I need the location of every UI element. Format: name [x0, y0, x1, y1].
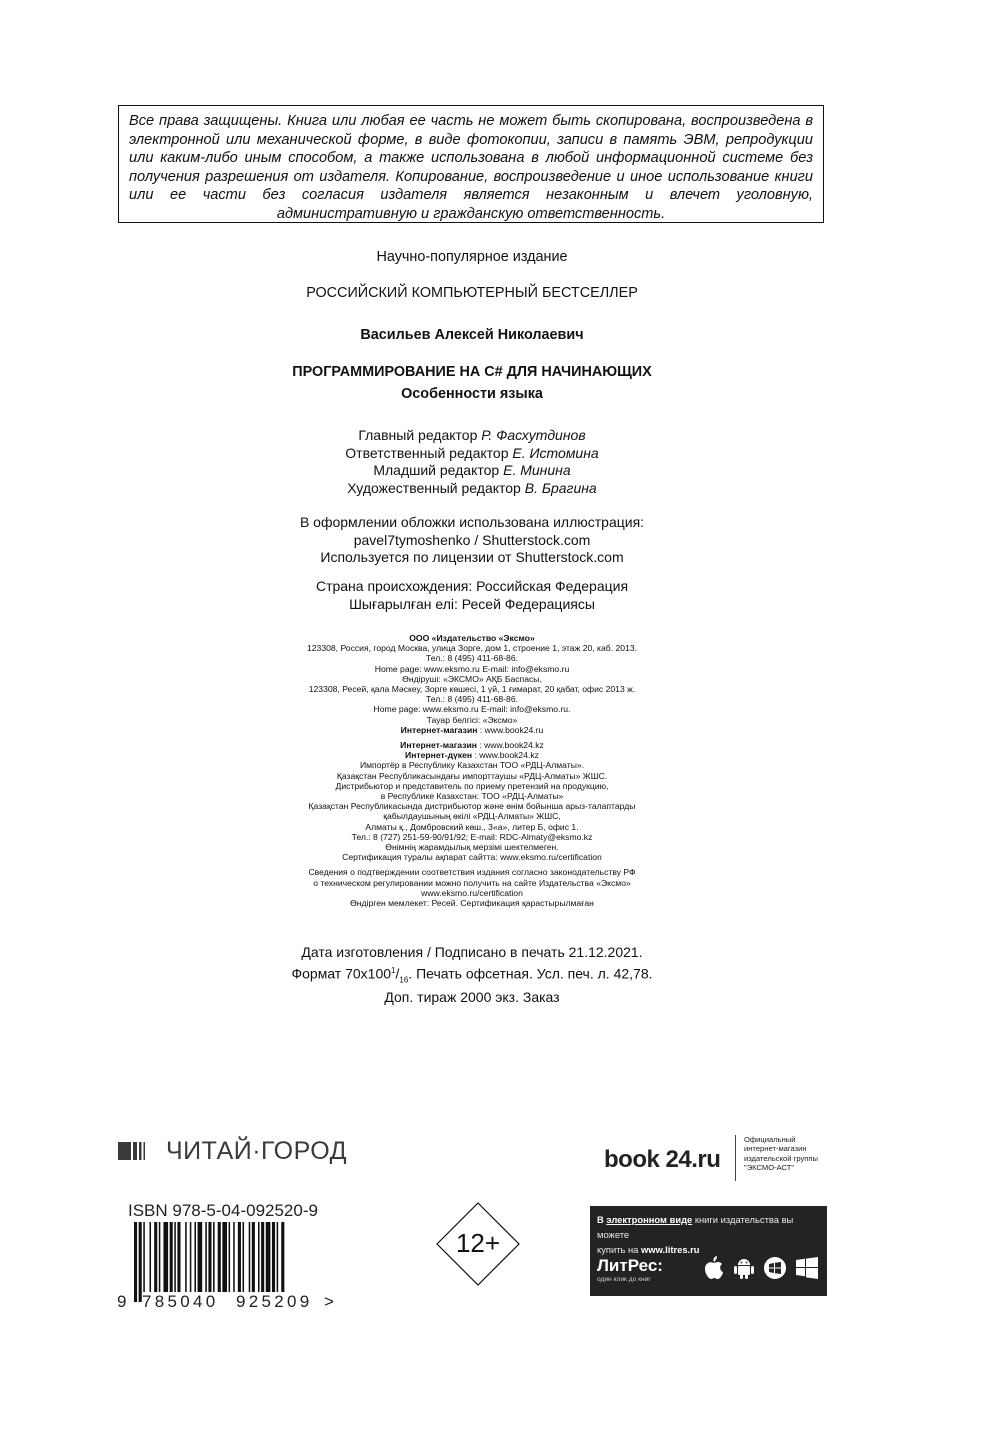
barcode-digits-right: 925209: [236, 1292, 313, 1311]
barcode-bar: [170, 1222, 173, 1292]
publisher-block: [0, 633, 944, 908]
barcode-bar: [139, 1222, 142, 1302]
author-name: Васильев Алексей Николаевич: [360, 327, 584, 343]
editors-list: [0, 427, 944, 497]
publisher-line: Тел.: 8 (495) 411-68-86.: [426, 694, 518, 705]
book24-note-line: интернет-магазин: [744, 1144, 807, 1154]
shop-kz: Интернет-магазин : www.book24.kz: [400, 740, 544, 751]
book-title: ПРОГРАММИРОВАНИЕ НА C# ДЛЯ НАЧИНАЮЩИХ: [292, 364, 652, 380]
print-info: [0, 944, 944, 1006]
litres-brand: ЛитРес:: [597, 1256, 663, 1275]
barcode-bar: [213, 1222, 215, 1292]
barcode-bar: [243, 1222, 245, 1292]
barcode-bar: [261, 1222, 264, 1292]
barcode-bar: [190, 1222, 192, 1292]
print-format-line: Формат $70x100^1/_{16}$. Печать офсетная. Усл. печ. л. 42,78.: [291, 965, 653, 985]
barcode-digit-first: 9: [117, 1292, 127, 1311]
publisher-line: 123308, Россия, город Москва, улица Зорге, дом 1, строение 1, этаж 20, каб. 2013.: [307, 643, 637, 654]
barcode-bar: [185, 1222, 187, 1292]
shop-kz-2: Интернет-дүкен : www.book24.kz: [405, 750, 539, 761]
shop-ru: Интернет-магазин : www.book24.ru: [400, 724, 544, 735]
litres-text: В электронном виде книги издательства вы можете купить на www.litres.ru: [597, 1214, 794, 1255]
barcode-bar: [143, 1222, 145, 1292]
barcode-bar: [134, 1222, 137, 1302]
publisher-line: Тауар белгісі: «Эксмо»: [426, 714, 518, 725]
cert-line: Сведения о подтверждении соответствия издания согласно законодательству РФ: [308, 867, 636, 878]
editor-line: Художественный редактор В. Брагина: [347, 479, 597, 496]
barcode: [117, 1222, 336, 1312]
kz-line: Қазақстан Республикасында дистрибьютор және өнім бойынша арыз-талаптарды: [308, 801, 636, 812]
barcode-bar: [194, 1222, 196, 1292]
print-date-line: Дата изготовления / Подписано в печать 21.12.2021.: [301, 944, 643, 960]
barcode-bar: [252, 1222, 255, 1292]
barcode-bar: [150, 1222, 152, 1292]
chitai-gorod-logo: [118, 1136, 347, 1166]
barcode-bar: [208, 1222, 211, 1292]
kz-line: в Республике Казахстан: ТОО «РДЦ-Алматы»: [380, 791, 564, 802]
barcode-bar: [174, 1222, 176, 1292]
age-rating-badge: [436, 1202, 520, 1286]
barcode-bar: [177, 1222, 180, 1292]
barcode-bar: [159, 1222, 161, 1292]
barcode-bar: [238, 1222, 241, 1292]
rights-notice-text: Все права защищены. Книга или любая ее часть не может быть скопирована, воспроизведена в электронной или механической форме, в виде фотокопии, записи в память ЭВМ, репродукции или каким-либо иным способом, а также использована в любой информационной системе без получения разрешения от издателя. Копирование, воспроизведение и иное использование книги или ее части без согласия издателя является незаконным и влечет уголовную, административную и гражданскую ответственность.: [129, 113, 813, 222]
chitai-gorod-text: ЧИТАЙ·ГОРОД: [166, 1136, 348, 1165]
kz-line: Сертификация туралы ақпарат сайтта: www.eksmo.ru/certification: [342, 852, 602, 863]
cert-line: Өндірген мемлекет: Ресей. Сертификация қарастырылмаған: [350, 898, 594, 909]
editor-line: Ответственный редактор Е. Истомина: [345, 444, 599, 461]
publisher-name: ООО «Издательство «Эксмо»: [409, 633, 535, 643]
cert-line: о техническом регулировании можно получить на сайте Издательства «Эксмо»: [313, 877, 631, 888]
book24-note-line: Официальный: [744, 1135, 796, 1144]
book24-note-line: "ЭКСМО-АСТ": [744, 1163, 795, 1173]
series-name: РОССИЙСКИЙ КОМПЬЮТЕРНЫЙ БЕСТСЕЛЛЕР: [306, 285, 638, 301]
barcode-bar: [272, 1222, 275, 1292]
edition-type: Научно-популярное издание: [376, 249, 568, 265]
kz-line: Тел.: 8 (727) 251-59-90/91/92; E-mail: RDC-Almaty@eksmo.kz: [351, 831, 593, 842]
kz-line: қабылдаушының өкілі «РДЦ-Алматы» ЖШС,: [383, 811, 561, 822]
barcode-bar: [229, 1222, 231, 1292]
cover-credit-line: В оформлении обложки использована иллюстрация:: [299, 514, 645, 530]
origin-line: Шығарылған елі: Ресей Федерациясы: [349, 595, 595, 612]
barcode-bar: [281, 1222, 284, 1292]
litres-slogan: один клик до книг: [597, 1276, 651, 1283]
print-run-line: Доп. тираж 2000 экз. Заказ: [384, 988, 560, 1005]
windows-phone-icon: [763, 1256, 787, 1280]
barcode-bar: [163, 1222, 168, 1292]
android-icon: [733, 1256, 755, 1280]
barcode-bar: [233, 1222, 235, 1292]
litres-banner: [590, 1206, 827, 1296]
publisher-line: Өндіруші: «ЭКСМО» АҚБ Баспасы,: [402, 673, 542, 684]
barcode-bar: [222, 1222, 227, 1292]
book24-note-line: издательской группы: [744, 1153, 818, 1163]
origin-block: [0, 578, 944, 613]
publisher-line: Home page: www.eksmo.ru E-mail: info@eksmo.ru.: [373, 704, 571, 715]
rights-notice-box: [118, 105, 824, 223]
barcode-bar: [154, 1222, 157, 1292]
platform-icons: [703, 1256, 819, 1280]
book24-logo: book 24.ru: [604, 1146, 721, 1173]
chitai-gorod-mark-icon: [118, 1140, 160, 1162]
barcode-digits-left: 785040: [142, 1292, 219, 1311]
kz-line: Алматы қ., Домбровский көш., 3«а», литер Б, офис 1.: [365, 821, 579, 832]
editor-line: Младший редактор Е. Минина: [373, 462, 571, 479]
apple-icon: [703, 1256, 725, 1280]
barcode-bar: [258, 1222, 260, 1292]
cover-credit-line: pavel7tymoshenko / Shutterstock.com: [353, 531, 591, 548]
kz-line: Өнімнің жарамдылық мерзімі шектелмеген.: [385, 842, 559, 853]
book24-note: [735, 1135, 818, 1181]
barcode-bar: [249, 1222, 251, 1292]
publisher-line: Home page: www.eksmo.ru E-mail: info@eksmo.ru: [374, 663, 570, 674]
book-subtitle: Особенности языка: [401, 386, 543, 402]
kz-line: Дистрибьютор и представитель по приему претензий на продукцию,: [335, 780, 609, 791]
kz-line: Қазақстан Республикасындағы импорттаушы «РДЦ-Алматы» ЖШС.: [336, 770, 608, 781]
kz-line: Импортёр в Республику Казахстан ТОО «РДЦ-Алматы».: [359, 760, 585, 771]
origin-line: Страна происхождения: Российская Федерация: [315, 578, 629, 594]
cover-credit-line: Используется по лицензии от Shutterstock.com: [320, 549, 624, 566]
publisher-line: Тел.: 8 (495) 411-68-86.: [426, 653, 518, 664]
barcode-bar: [205, 1222, 207, 1292]
publisher-line: 123308, Ресей, қала Мәскеу, Зорге көшесі, 1 үй, 1 ғимарат, 20 қабат, офис 2013 ж.: [308, 684, 636, 695]
cert-line: www.eksmo.ru/certification: [421, 887, 523, 898]
barcode-bar: [277, 1222, 279, 1292]
barcode-bar: [266, 1222, 271, 1292]
barcode-bar: [218, 1222, 221, 1292]
editor-line: Главный редактор Р. Фасхутдинов: [358, 427, 586, 443]
barcode-bar: [198, 1222, 203, 1292]
isbn-text: ISBN 978-5-04-092520-9: [128, 1201, 318, 1220]
cover-credit: [0, 514, 944, 567]
windows-icon: [795, 1256, 819, 1280]
age-rating-text: 12+: [455, 1228, 501, 1258]
barcode-end-marker: >: [324, 1292, 334, 1311]
